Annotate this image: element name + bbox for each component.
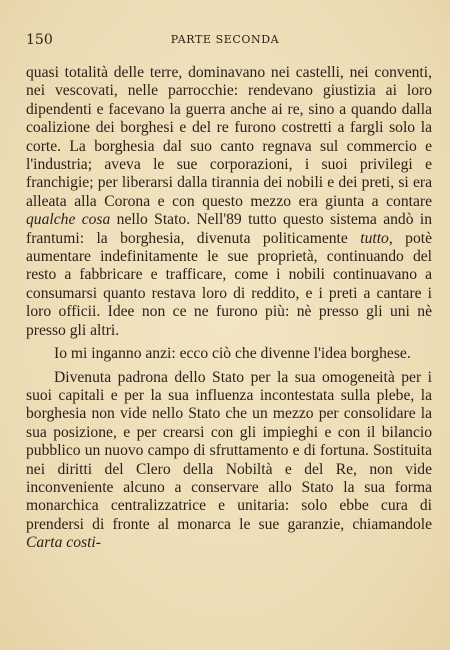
italic-text: qualche cosa xyxy=(26,211,111,229)
section-title: PARTE SECONDA xyxy=(170,33,280,46)
text-run: Io mi inganno anzi: ecco ciò che divenne l'idea borghese. xyxy=(54,345,411,363)
text-run: Divenuta padrona dello Stato per la sua omogeneità per i suoi capitali e per la sua influenza incontestata sulla plebe, la borghesia non vide nello Stato che un mezzo per consolidare la sua posizione, e per crearsi con gli impieghi e con il bilancio pubblico un nuovo campo di sfruttamento e di fortuna. Sostituita nei diritti del Clero della Nobiltà e del Re, non vide inconveniente alcuno a conservare allo Stato la sua forma monarchica centralizzatrice e unitaria: solo ebbe cura di prendersi di fronte al monarca le sue garanzie, chiamandole xyxy=(26,368,432,533)
running-head xyxy=(26,32,424,50)
text-run: , potè aumentare indefinitamente le sue proprietà, continuando del resto a fabbricare e trafficare, come i nobili continuavano a consumarsi quanto restava loro di reddito, e i preti a cantare i loro officii. Idee non ce ne furono più: nè presso gli uni nè presso gli altri. xyxy=(26,229,433,339)
italic-text: Carta costi- xyxy=(26,534,101,552)
paragraph xyxy=(26,345,432,363)
paragraph xyxy=(26,369,432,553)
text-run: nello Stato. Nell'89 tutto questo sistema andò in frantumi: la borghesia, divenuta politicamente xyxy=(26,211,432,247)
paragraph xyxy=(26,64,432,340)
page-number: 150 xyxy=(26,32,53,48)
italic-text: tutto xyxy=(360,229,389,247)
body-text xyxy=(26,64,432,553)
text-run: quasi totalità delle terre, dominavano nei castelli, nei conventi, nei vescovati, nelle parrocchie: rendevano giustizia ai loro dipendenti e facevano la guerra anche ai re, sino a quando dalla coalizione dei borghesi e del re furono costretti a fargli solo la corte. La borghesia dal suo canto regnava sul commercio e l'industria; aveva le sue corporazioni, i suoi privilegi e franchigie; per liberarsi dalla tirannia dei nobili e dei preti, si era alleata alla Corona e con questo mezzo era giunta a contare xyxy=(26,64,432,210)
